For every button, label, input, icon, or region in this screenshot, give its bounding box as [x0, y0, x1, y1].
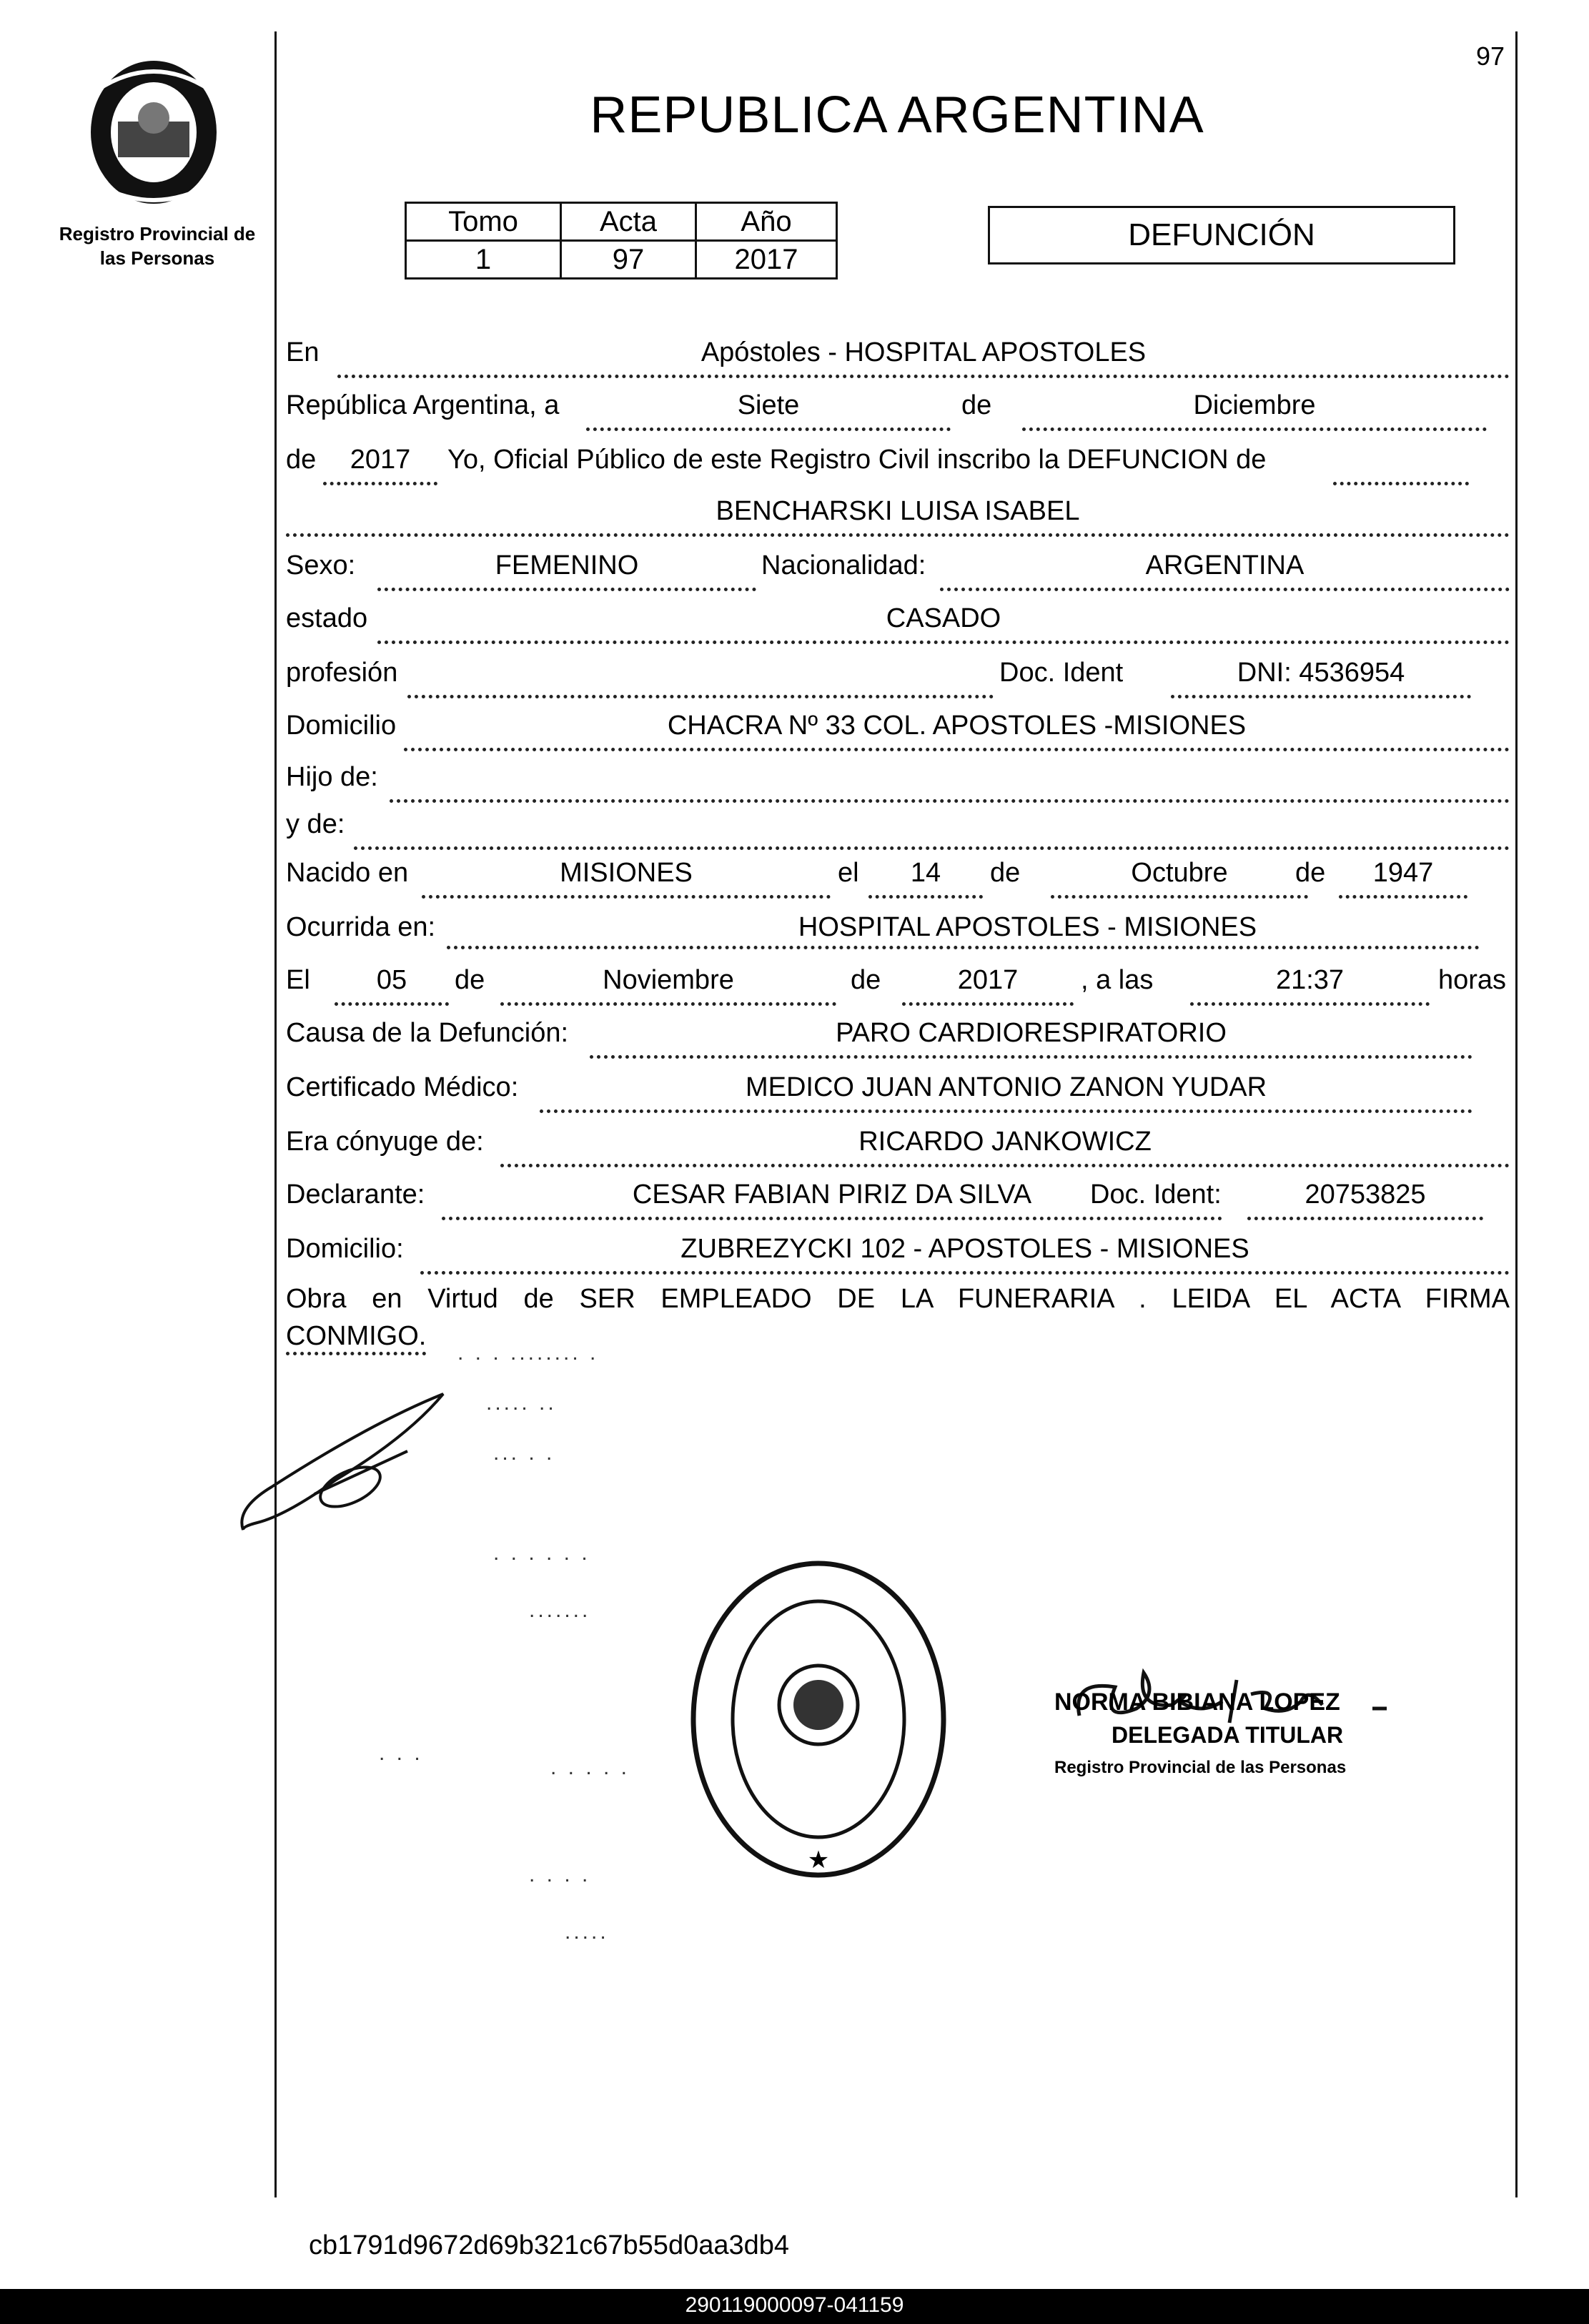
label-certificado: Certificado Médico: — [286, 1072, 519, 1102]
field-lugar: Apóstoles - HOSPITAL APOSTOLES — [337, 337, 1510, 378]
label-y-de: y de: — [286, 809, 345, 839]
row-certificado — [286, 1072, 1512, 1118]
row-lugar — [286, 337, 1512, 383]
label-el-cap: El — [286, 965, 310, 995]
registry-table-value-row — [406, 241, 837, 279]
value-tomo: 1 — [406, 241, 561, 279]
label-de-anio: de — [286, 445, 317, 475]
label-hijo-de: Hijo de: — [286, 762, 378, 792]
field-blank-yo — [1333, 445, 1469, 485]
scan-artifact: . . . . . . — [493, 1541, 590, 1565]
row-y-de — [286, 809, 1512, 855]
label-el: el — [838, 858, 859, 888]
field-declarante: CESAR FABIAN PIRIZ DA SILVA — [442, 1180, 1222, 1220]
field-nombre-fallecido: BENCHARSKI LUISA ISABEL — [286, 496, 1510, 537]
field-anio: 2017 — [323, 445, 437, 485]
row-fecha-inscripcion — [286, 390, 1512, 436]
label-republica: República Argentina, a — [286, 390, 560, 420]
document-type-box: DEFUNCIÓN — [988, 206, 1455, 264]
label-de-nac-mes: de — [990, 858, 1021, 888]
field-profesion — [407, 658, 994, 698]
scan-artifact: . . . ........ . — [457, 1341, 599, 1365]
field-hijo-de — [390, 762, 1510, 803]
row-sexo-nacionalidad — [286, 550, 1512, 596]
left-margin-line — [274, 31, 277, 2197]
registry-table — [405, 202, 838, 280]
scan-artifact: ..... .. — [486, 1391, 557, 1415]
scan-artifact: ..... — [565, 1920, 609, 1944]
scan-artifact: . . . . — [529, 1863, 591, 1887]
row-profesion-doc — [286, 658, 1512, 703]
round-official-seal — [686, 1555, 951, 1884]
label-nacionalidad: Nacionalidad: — [761, 550, 926, 580]
row-conyuge — [286, 1127, 1512, 1172]
header-acta: Acta — [561, 203, 696, 241]
label-de-nac-anio: de — [1295, 858, 1326, 888]
row-causa — [286, 1018, 1512, 1064]
label-de: de — [961, 390, 992, 420]
value-acta: 97 — [561, 241, 696, 279]
obra-en-virtud-line2: CONMIGO. — [286, 1321, 426, 1355]
label-de-fall-mes: de — [455, 965, 485, 995]
label-doc-ident: Doc. Ident — [999, 658, 1124, 688]
row-domicilio-declarante — [286, 1234, 1512, 1280]
field-causa: PARO CARDIORESPIRATORIO — [590, 1018, 1472, 1059]
label-a-las: , a las — [1081, 965, 1154, 995]
label-domicilio: Domicilio — [286, 711, 397, 741]
row-hijo-de — [286, 762, 1512, 808]
field-estado: CASADO — [377, 603, 1510, 644]
row-fecha-defuncion — [286, 965, 1512, 1011]
signature-scribble-icon — [229, 1380, 500, 1544]
label-en: En — [286, 337, 320, 367]
logo-caption-line1: Registro Provincial de — [59, 223, 256, 244]
field-declarante-domicilio: ZUBREZYCKI 102 - APOSTOLES - MISIONES — [420, 1234, 1510, 1275]
document-hash: cb1791d9672d69b321c67b55d0aa3db4 — [309, 2230, 790, 2260]
label-domicilio-declarante: Domicilio: — [286, 1234, 404, 1264]
label-causa: Causa de la Defunción: — [286, 1018, 569, 1048]
label-horas: horas — [1438, 965, 1507, 995]
scan-artifact: ... . . — [493, 1441, 555, 1465]
row-estado — [286, 603, 1512, 649]
label-ocurrida-en: Ocurrida en: — [286, 912, 436, 942]
row-nombre — [286, 496, 1512, 542]
label-estado: estado — [286, 603, 368, 633]
field-fallecido-mes: Noviembre — [500, 965, 836, 1006]
obra-en-virtud-line1: Obra en Virtud de SER EMPLEADO DE LA FUNERARIA . LEIDA EL ACTA FIRMA — [286, 1284, 1510, 1314]
right-margin-line — [1515, 31, 1518, 2197]
page-number: 97 — [1476, 41, 1505, 71]
row-ocurrida-en — [286, 912, 1512, 958]
label-nacido-en: Nacido en — [286, 858, 409, 888]
field-hora: 21:37 — [1190, 965, 1430, 1006]
field-declarante-doc: 20753825 — [1247, 1180, 1483, 1220]
logo-caption — [43, 222, 272, 270]
field-sexo: FEMENINO — [377, 550, 756, 591]
round-seal-icon — [686, 1555, 951, 1884]
field-documento: DNI: 4536954 — [1171, 658, 1471, 698]
footer-code: 290119000097-041159 — [0, 2289, 1589, 2324]
header-tomo: Tomo — [406, 203, 561, 241]
field-domicilio: CHACRA Nº 33 COL. APOSTOLES -MISIONES — [404, 711, 1510, 751]
header-anio: Año — [696, 203, 837, 241]
field-nacido-en: MISIONES — [422, 858, 831, 899]
official-name: NORMA BIBIANA LOPEZ — [1054, 1688, 1340, 1716]
page-title: REPUBLICA ARGENTINA — [590, 86, 1204, 144]
value-anio: 2017 — [696, 241, 837, 279]
field-nacionalidad: ARGENTINA — [940, 550, 1510, 591]
field-y-de — [354, 809, 1510, 850]
scan-artifact: . . . . . — [550, 1756, 630, 1779]
registry-table-header-row — [406, 203, 837, 241]
field-nacido-dia: 14 — [868, 858, 983, 899]
svg-text:★: ★ — [807, 1846, 830, 1874]
label-conyuge: Era cónyuge de: — [286, 1127, 484, 1157]
field-nacido-mes: Octubre — [1051, 858, 1308, 899]
label-sexo: Sexo: — [286, 550, 356, 580]
field-conyuge: RICARDO JANKOWICZ — [500, 1127, 1510, 1167]
logo-caption-line2: las Personas — [99, 247, 215, 269]
label-yo-oficial: Yo, Oficial Público de este Registro Civil inscribo la DEFUNCION de — [447, 445, 1267, 475]
field-certificado: MEDICO JUAN ANTONIO ZANON YUDAR — [540, 1072, 1472, 1113]
official-office: Registro Provincial de las Personas — [1054, 1758, 1347, 1777]
label-doc-ident-declarante: Doc. Ident: — [1090, 1180, 1222, 1210]
row-domicilio — [286, 711, 1512, 756]
declarant-signature — [229, 1380, 500, 1544]
scan-artifact: ....... — [529, 1598, 591, 1622]
field-nacido-anio: 1947 — [1339, 858, 1467, 899]
official-stamp-block — [1054, 1686, 1346, 1784]
field-dia-texto: Siete — [586, 390, 951, 431]
field-ocurrida-en: HOSPITAL APOSTOLES - MISIONES — [447, 912, 1480, 949]
row-declarante — [286, 1180, 1512, 1225]
row-anio-yo — [286, 445, 1512, 490]
field-fallecido-dia: 05 — [335, 965, 449, 1006]
official-role: DELEGADA TITULAR — [1112, 1722, 1344, 1748]
scan-artifact: . . . — [379, 1741, 423, 1765]
field-fallecido-anio: 2017 — [902, 965, 1074, 1006]
label-profesion: profesión — [286, 658, 398, 688]
label-declarante: Declarante: — [286, 1180, 425, 1210]
label-de-fall-anio: de — [851, 965, 881, 995]
field-mes-texto: Diciembre — [1022, 390, 1487, 431]
row-nacimiento — [286, 858, 1512, 904]
